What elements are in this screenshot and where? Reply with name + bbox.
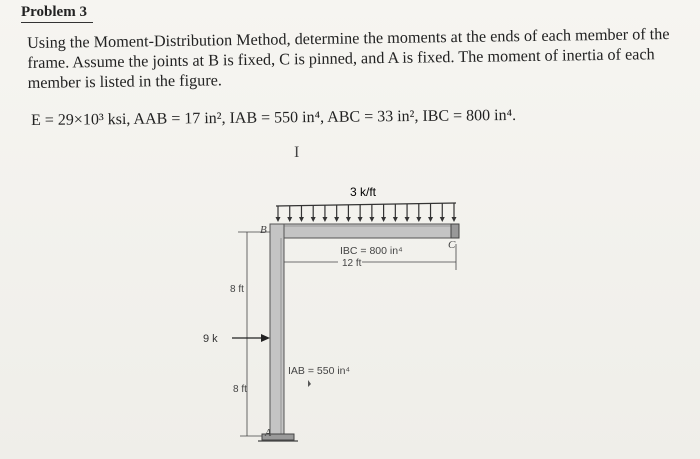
load-arrowhead [381,217,386,222]
load-arrowhead [311,217,316,222]
upper-height-label: 8 ft [230,284,244,295]
load-arrowhead [452,217,457,222]
load-arrowhead [440,217,445,222]
material-properties: E = 29×10³ ksi, AAB = 17 in², IAB = 550 in⁴, ABC = 33 in², IBC = 800 in⁴. [31,106,517,129]
load-arrowhead [369,217,374,222]
load-arrowhead [358,217,363,222]
joint-c-label: C [448,239,456,251]
iab-label: IAB = 550 in⁴ [288,365,351,377]
distributed-load-label: 3 k/ft [350,185,377,199]
point-load-arrowhead [261,334,270,342]
load-arrowhead [346,217,351,222]
load-arrowhead [276,217,281,222]
joint-a-label: A [265,428,272,439]
load-arrowhead [287,217,292,222]
text-cursor-icon: I [294,144,300,161]
point-load-label: 9 k [203,333,218,345]
load-arrowhead [299,217,304,222]
load-arrowhead [405,217,410,222]
load-arrowhead [322,217,327,222]
load-arrowhead [334,217,339,222]
column-ab [270,224,284,436]
problem-title: Problem 3 [21,4,87,20]
mouse-pointer-icon [308,380,311,387]
load-top-line [276,203,456,206]
load-arrowhead [393,217,398,222]
load-arrowhead [416,217,421,222]
joint-b-label: B [260,224,267,236]
ibc-label: IBC = 800 in⁴ [340,245,403,257]
problem-statement: Using the Moment-Distribution Method, determine the moments at the ends of each member of the frame. Assume the joints at B is fixed, C is pinned, and A is fixed. The moment of inertia of each member is listed in the figure. [27,25,670,92]
span-label: 12 ft [342,258,362,269]
load-arrowhead [428,217,433,222]
lower-height-label: 8 ft [233,384,247,395]
pin-support-c [451,224,459,238]
